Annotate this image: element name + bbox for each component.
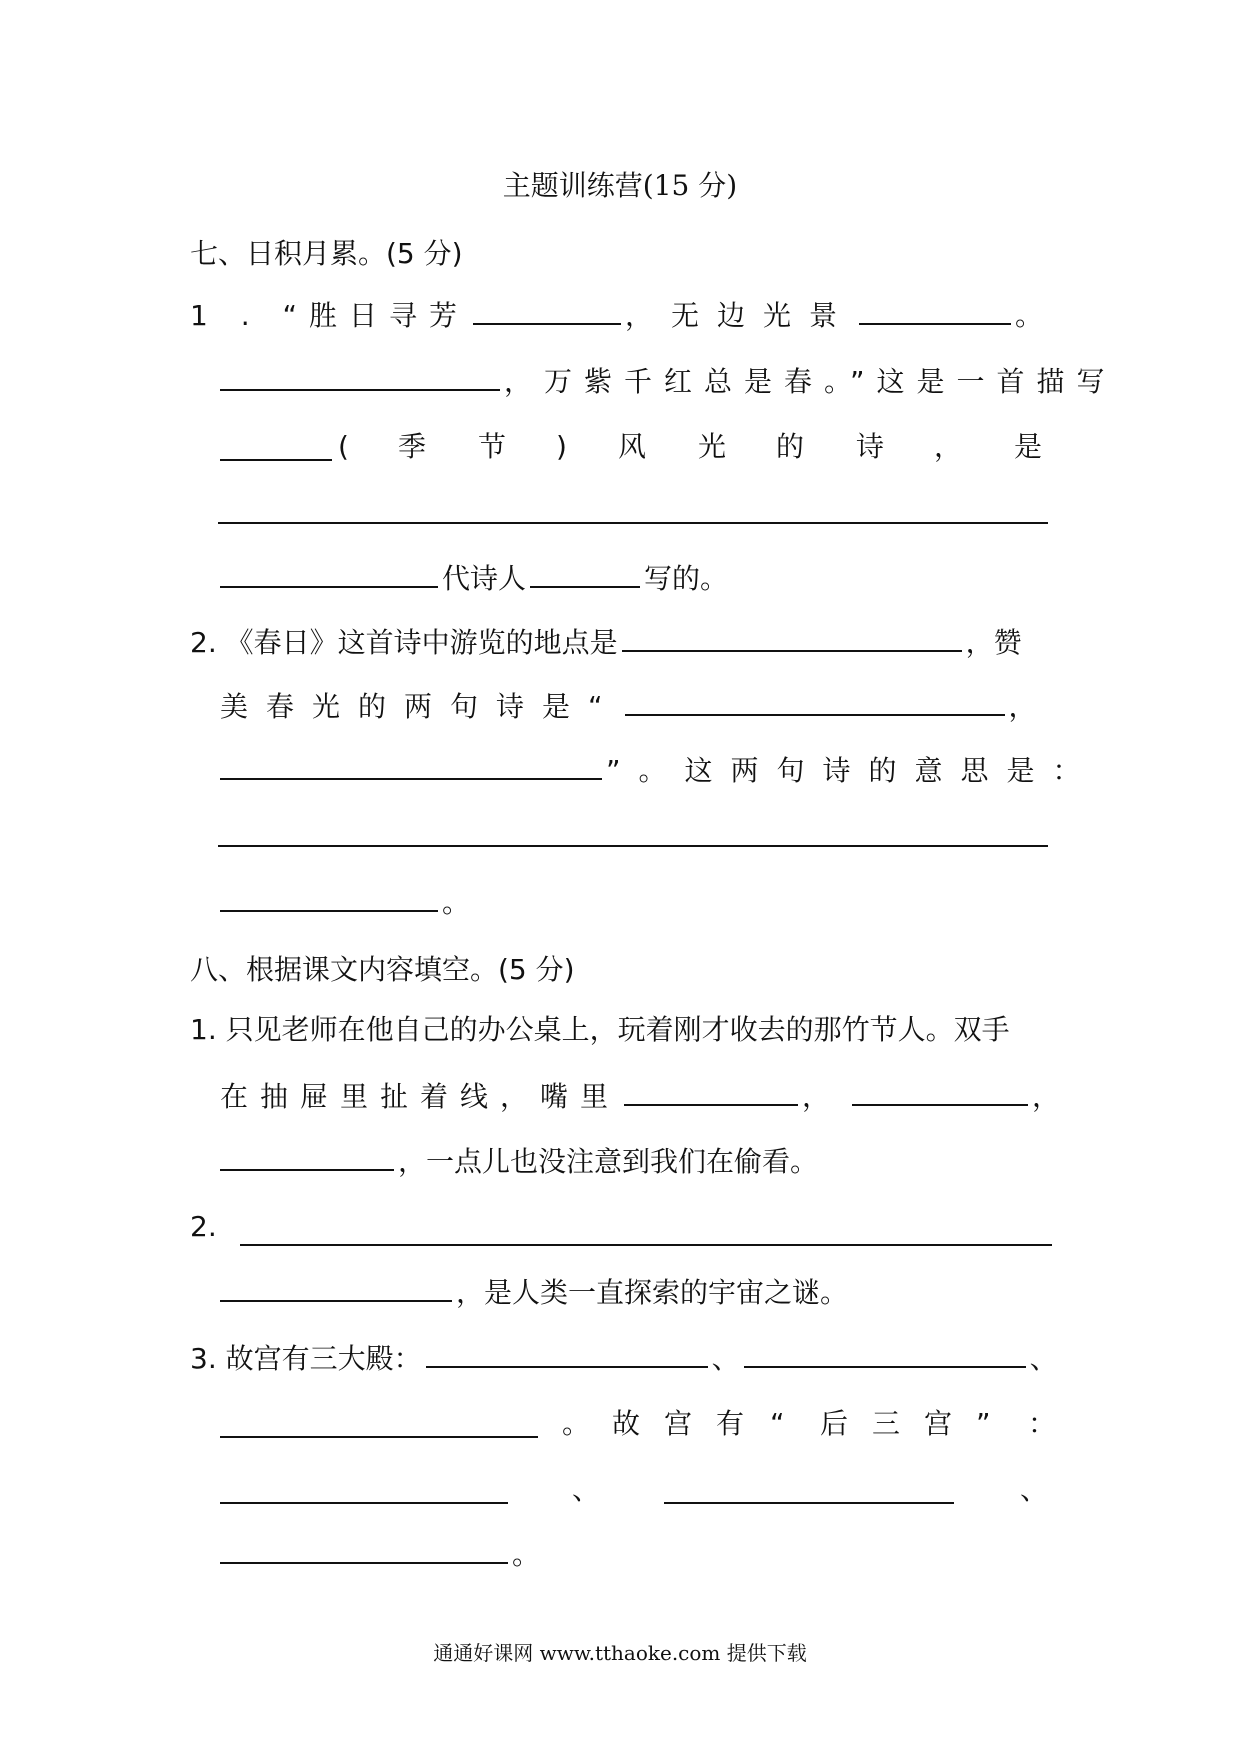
blank[interactable]: [220, 1141, 394, 1171]
q7-1-text: 写的。: [644, 562, 729, 595]
char: 宫: [924, 1407, 953, 1440]
char: 有: [716, 1407, 745, 1440]
char: 节: [478, 430, 507, 463]
blank[interactable]: [622, 622, 962, 652]
q7-2-text: 美春光的两句诗是“: [220, 690, 621, 723]
blank[interactable]: [624, 1076, 798, 1106]
blank[interactable]: [220, 431, 332, 461]
blank[interactable]: [426, 1338, 708, 1368]
q8-3-line-4: [220, 1534, 540, 1574]
q8-2-line-1: [190, 1207, 217, 1247]
q7-1-text-b: ，无边光景: [625, 299, 856, 332]
blank[interactable]: [220, 882, 438, 912]
char: (: [338, 430, 349, 463]
q7-1-text-c: 。: [1015, 299, 1044, 332]
blank[interactable]: [220, 361, 500, 391]
section-8-heading: 八、根据课文内容填空。(5 分): [190, 953, 575, 986]
q8-1-text: ，: [802, 1080, 849, 1113]
q8-1-text: ，一点儿也没注意到我们在偷看。: [398, 1145, 819, 1178]
q7-1-text: 代诗人: [442, 562, 527, 595]
answer-rule[interactable]: [240, 1244, 1052, 1246]
q7-2-text: ”。这两句诗的意思是：: [606, 754, 1099, 787]
q8-3-line-2: [220, 1404, 1057, 1444]
blank[interactable]: [220, 558, 438, 588]
footer-credit: 通通好课网 www.tthaoke.com 提供下载: [433, 1641, 807, 1665]
page-title: 主题训练营(15 分): [502, 169, 738, 202]
q8-1-line-2: [220, 1076, 1060, 1116]
char: 季: [398, 430, 427, 463]
answer-rule[interactable]: [218, 845, 1048, 847]
blank[interactable]: [220, 1272, 452, 1302]
q7-1-line-3: [220, 427, 1050, 467]
blank[interactable]: [220, 1474, 508, 1504]
char: 的: [776, 430, 805, 463]
q7-2-line-3: [220, 750, 1099, 790]
q8-1-text: 1. 只见老师在他自己的办公桌上，玩着刚才收去的那竹节人。双手: [190, 1013, 1010, 1046]
blank[interactable]: [852, 1076, 1028, 1106]
q7-2-line-5: [220, 882, 470, 922]
q8-3-line-1: [190, 1338, 1058, 1378]
q7-2-text: ，: [1008, 690, 1037, 723]
q8-1-text: ，: [1032, 1080, 1061, 1113]
q7-1-text-a: 1 . “胜日寻芳: [190, 299, 470, 332]
q8-3-text: 、: [711, 1342, 740, 1375]
q8-1-line-1: [190, 1010, 1010, 1050]
q7-1-line-2: [220, 361, 1117, 401]
q8-3-text: 3. 故宫有三大殿：: [190, 1342, 422, 1375]
q7-2-line-2: [220, 686, 1037, 726]
q7-1-text: ，万紫千红总是春。”这是一首描写: [504, 365, 1117, 398]
q7-1-line-1: [190, 295, 1043, 335]
answer-rule[interactable]: [218, 522, 1048, 524]
q8-1-line-3: [220, 1141, 818, 1181]
q7-2-text: ，赞: [965, 626, 1022, 659]
q8-2-line-2: [220, 1272, 848, 1312]
q8-3-line-3: [220, 1470, 1050, 1510]
blank[interactable]: [859, 295, 1011, 325]
char: 、: [572, 1473, 601, 1506]
char: 诗: [856, 430, 885, 463]
blank[interactable]: [744, 1338, 1026, 1368]
blank[interactable]: [664, 1474, 954, 1504]
q8-3-text: 。: [512, 1538, 541, 1571]
q8-2-text: ，是人类一直探索的宇宙之谜。: [456, 1276, 849, 1309]
q8-1-text: 在抽屉里扯着线，嘴里: [220, 1080, 621, 1113]
blank[interactable]: [220, 750, 602, 780]
char: 风: [618, 430, 647, 463]
q8-3-text: 、: [1029, 1342, 1058, 1375]
char: ): [556, 430, 567, 463]
q7-2-text: 2. 《春日》这首诗中游览的地点是: [190, 626, 618, 659]
char: 三: [872, 1407, 901, 1440]
char: 宫: [664, 1407, 693, 1440]
char: “: [770, 1407, 785, 1440]
blank[interactable]: [220, 1408, 538, 1438]
char: ，: [934, 430, 963, 463]
char: ”: [976, 1407, 991, 1440]
section-7-heading: 七、日积月累。(5 分): [190, 237, 463, 270]
char: 。: [562, 1407, 591, 1440]
blank[interactable]: [473, 295, 621, 325]
char: 故: [612, 1407, 641, 1440]
blank[interactable]: [220, 1534, 508, 1564]
q7-2-text: 。: [442, 886, 471, 919]
char: 是: [1014, 430, 1043, 463]
q7-2-line-1: [190, 622, 1022, 662]
char: ：: [1028, 1407, 1057, 1440]
char: 、: [1020, 1473, 1049, 1506]
blank[interactable]: [625, 686, 1005, 716]
char: 后: [820, 1407, 849, 1440]
char: 光: [698, 430, 727, 463]
q7-1-line-5: [220, 558, 728, 598]
q8-2-number: 2.: [190, 1210, 217, 1243]
blank[interactable]: [530, 558, 640, 588]
